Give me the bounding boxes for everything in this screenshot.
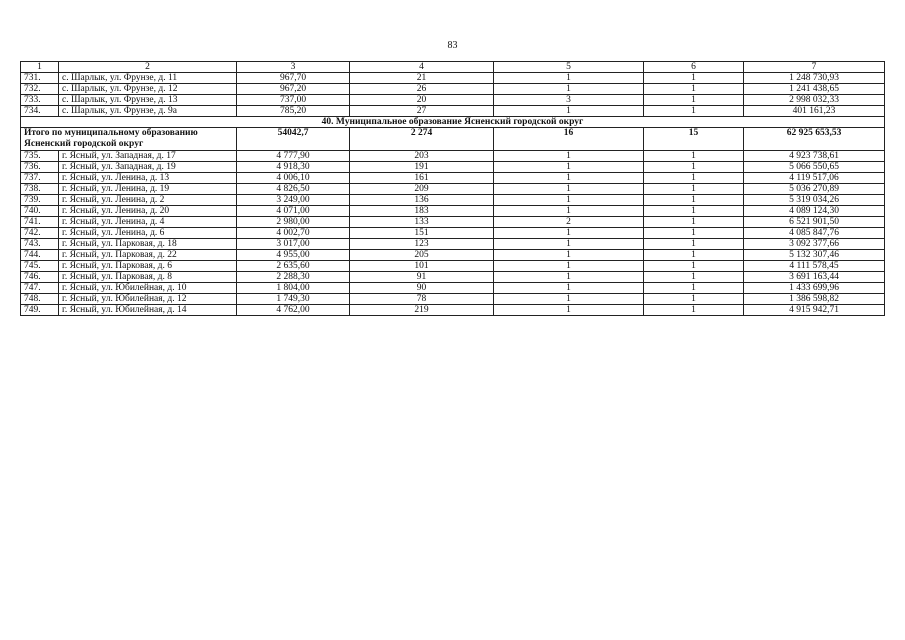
value-cell: 1 (644, 305, 744, 316)
section-title: 40. Муниципальное образование Ясненский городской округ (21, 117, 885, 128)
address-cell: с. Шарлык, ул. Фрунзе, д. 11 (59, 73, 237, 84)
value-cell: 191 (350, 162, 494, 173)
value-cell: 1 (494, 184, 644, 195)
row-number-cell: 736. (21, 162, 59, 173)
value-cell: 161 (350, 173, 494, 184)
value-cell: 1 (644, 195, 744, 206)
address-cell: г. Ясный, ул. Ленина, д. 4 (59, 217, 237, 228)
value-cell: 1 (644, 184, 744, 195)
table-row (21, 84, 885, 95)
address-cell: г. Ясный, ул. Юбилейная, д. 12 (59, 294, 237, 305)
value-cell: 133 (350, 217, 494, 228)
value-cell: 1 (644, 239, 744, 250)
address-cell: г. Ясный, ул. Парковая, д. 22 (59, 250, 237, 261)
header-cell: 5 (494, 62, 644, 73)
value-cell: 737,00 (237, 95, 350, 106)
address-cell: г. Ясный, ул. Юбилейная, д. 14 (59, 305, 237, 316)
total-value-cell: 2 274 (350, 128, 494, 151)
header-cell: 7 (744, 62, 885, 73)
value-cell: 1 (494, 272, 644, 283)
value-cell: 4 918,30 (237, 162, 350, 173)
address-cell: с. Шарлык, ул. Фрунзе, д. 9а (59, 106, 237, 117)
value-cell: 136 (350, 195, 494, 206)
value-cell: 1 804,00 (237, 283, 350, 294)
header-row (21, 62, 885, 73)
total-label: Итого по муниципальному образованию Ясненский городской округ (21, 128, 237, 151)
address-cell: с. Шарлык, ул. Фрунзе, д. 13 (59, 95, 237, 106)
value-cell: 205 (350, 250, 494, 261)
value-cell: 3 092 377,66 (744, 239, 885, 250)
value-cell: 1 (644, 95, 744, 106)
address-cell: с. Шарлык, ул. Фрунзе, д. 12 (59, 84, 237, 95)
row-number-cell: 738. (21, 184, 59, 195)
value-cell: 27 (350, 106, 494, 117)
row-number-cell: 734. (21, 106, 59, 117)
row-number-cell: 737. (21, 173, 59, 184)
total-value-cell: 54042,7 (237, 128, 350, 151)
address-cell: г. Ясный, ул. Ленина, д. 20 (59, 206, 237, 217)
value-cell: 1 (644, 228, 744, 239)
row-number-cell: 744. (21, 250, 59, 261)
row-number-cell: 733. (21, 95, 59, 106)
value-cell: 3 017,00 (237, 239, 350, 250)
table-row (21, 206, 885, 217)
header-cell: 2 (59, 62, 237, 73)
value-cell: 1 241 438,65 (744, 84, 885, 95)
row-number-cell: 735. (21, 151, 59, 162)
value-cell: 2 (494, 217, 644, 228)
value-cell: 2 288,30 (237, 272, 350, 283)
value-cell: 1 (644, 261, 744, 272)
value-cell: 151 (350, 228, 494, 239)
row-number-cell: 742. (21, 228, 59, 239)
value-cell: 91 (350, 272, 494, 283)
value-cell: 26 (350, 84, 494, 95)
table-row (21, 239, 885, 250)
table-row (21, 294, 885, 305)
value-cell: 1 (644, 294, 744, 305)
value-cell: 3 691 163,44 (744, 272, 885, 283)
value-cell: 4 089 124,30 (744, 206, 885, 217)
value-cell: 1 (644, 206, 744, 217)
value-cell: 1 (644, 217, 744, 228)
value-cell: 785,20 (237, 106, 350, 117)
header-cell: 1 (21, 62, 59, 73)
total-value-cell: 16 (494, 128, 644, 151)
row-number-cell: 740. (21, 206, 59, 217)
row-number-cell: 748. (21, 294, 59, 305)
page-number: 83 (447, 40, 458, 51)
value-cell: 4 119 517,06 (744, 173, 885, 184)
value-cell: 6 521 901,50 (744, 217, 885, 228)
value-cell: 183 (350, 206, 494, 217)
value-cell: 1 (494, 239, 644, 250)
address-cell: г. Ясный, ул. Западная, д. 19 (59, 162, 237, 173)
value-cell: 5 319 034,26 (744, 195, 885, 206)
address-cell: г. Ясный, ул. Ленина, д. 2 (59, 195, 237, 206)
total-value-cell: 15 (644, 128, 744, 151)
address-cell: г. Ясный, ул. Парковая, д. 6 (59, 261, 237, 272)
value-cell: 4 006,10 (237, 173, 350, 184)
value-cell: 1 749,30 (237, 294, 350, 305)
value-cell: 219 (350, 305, 494, 316)
value-cell: 123 (350, 239, 494, 250)
value-cell: 967,20 (237, 84, 350, 95)
value-cell: 1 (494, 162, 644, 173)
value-cell: 1 (494, 261, 644, 272)
value-cell: 2 980,00 (237, 217, 350, 228)
table-row (21, 261, 885, 272)
address-cell: г. Ясный, ул. Парковая, д. 18 (59, 239, 237, 250)
value-cell: 4 826,50 (237, 184, 350, 195)
row-number-cell: 739. (21, 195, 59, 206)
value-cell: 1 (494, 228, 644, 239)
row-number-cell: 743. (21, 239, 59, 250)
value-cell: 1 (494, 250, 644, 261)
table-row (21, 195, 885, 206)
value-cell: 3 (494, 95, 644, 106)
value-cell: 2 635,60 (237, 261, 350, 272)
row-number-cell: 731. (21, 73, 59, 84)
value-cell: 1 (644, 84, 744, 95)
row-number-cell: 747. (21, 283, 59, 294)
header-cell: 6 (644, 62, 744, 73)
value-cell: 1 (494, 294, 644, 305)
value-cell: 1 (494, 206, 644, 217)
row-number-cell: 746. (21, 272, 59, 283)
table-row (21, 250, 885, 261)
table-row (21, 151, 885, 162)
value-cell: 78 (350, 294, 494, 305)
table-row (21, 228, 885, 239)
value-cell: 90 (350, 283, 494, 294)
value-cell: 1 (644, 162, 744, 173)
table-row (21, 106, 885, 117)
value-cell: 3 249,00 (237, 195, 350, 206)
total-row (21, 128, 885, 151)
address-cell: г. Ясный, ул. Ленина, д. 6 (59, 228, 237, 239)
value-cell: 4 777,90 (237, 151, 350, 162)
value-cell: 1 (644, 106, 744, 117)
value-cell: 5 066 550,65 (744, 162, 885, 173)
value-cell: 1 (644, 173, 744, 184)
value-cell: 1 (494, 84, 644, 95)
value-cell: 5 132 307,46 (744, 250, 885, 261)
table-row (21, 217, 885, 228)
value-cell: 1 433 699,96 (744, 283, 885, 294)
row-number-cell: 745. (21, 261, 59, 272)
row-number-cell: 732. (21, 84, 59, 95)
value-cell: 1 (494, 283, 644, 294)
section-row (21, 117, 885, 128)
value-cell: 4 915 942,71 (744, 305, 885, 316)
table-row (21, 272, 885, 283)
value-cell: 4 762,00 (237, 305, 350, 316)
value-cell: 4 085 847,76 (744, 228, 885, 239)
value-cell: 4 923 738,61 (744, 151, 885, 162)
value-cell: 1 (644, 272, 744, 283)
value-cell: 1 386 598,82 (744, 294, 885, 305)
value-cell: 1 (494, 151, 644, 162)
value-cell: 1 (494, 305, 644, 316)
table-row (21, 162, 885, 173)
value-cell: 101 (350, 261, 494, 272)
value-cell: 4 002,70 (237, 228, 350, 239)
address-cell: г. Ясный, ул. Парковая, д. 8 (59, 272, 237, 283)
value-cell: 1 (494, 106, 644, 117)
address-cell: г. Ясный, ул. Ленина, д. 13 (59, 173, 237, 184)
value-cell: 4 111 578,45 (744, 261, 885, 272)
value-cell: 203 (350, 151, 494, 162)
value-cell: 1 (644, 73, 744, 84)
value-cell: 20 (350, 95, 494, 106)
row-number-cell: 741. (21, 217, 59, 228)
value-cell: 4 955,00 (237, 250, 350, 261)
value-cell: 4 071,00 (237, 206, 350, 217)
value-cell: 1 248 730,93 (744, 73, 885, 84)
value-cell: 967,70 (237, 73, 350, 84)
table-row (21, 305, 885, 316)
value-cell: 1 (494, 195, 644, 206)
table-row (21, 95, 885, 106)
total-value-cell: 62 925 653,53 (744, 128, 885, 151)
address-cell: г. Ясный, ул. Ленина, д. 19 (59, 184, 237, 195)
value-cell: 1 (644, 151, 744, 162)
housing-table (20, 61, 885, 316)
value-cell: 1 (644, 250, 744, 261)
value-cell: 21 (350, 73, 494, 84)
row-number-cell: 749. (21, 305, 59, 316)
value-cell: 1 (644, 283, 744, 294)
header-cell: 3 (237, 62, 350, 73)
value-cell: 209 (350, 184, 494, 195)
header-cell: 4 (350, 62, 494, 73)
address-cell: г. Ясный, ул. Юбилейная, д. 10 (59, 283, 237, 294)
table-row (21, 73, 885, 84)
table-row (21, 184, 885, 195)
table-row (21, 283, 885, 294)
value-cell: 401 161,23 (744, 106, 885, 117)
value-cell: 5 036 270,89 (744, 184, 885, 195)
address-cell: г. Ясный, ул. Западная, д. 17 (59, 151, 237, 162)
table-row (21, 173, 885, 184)
value-cell: 1 (494, 173, 644, 184)
value-cell: 1 (494, 73, 644, 84)
value-cell: 2 998 032,33 (744, 95, 885, 106)
